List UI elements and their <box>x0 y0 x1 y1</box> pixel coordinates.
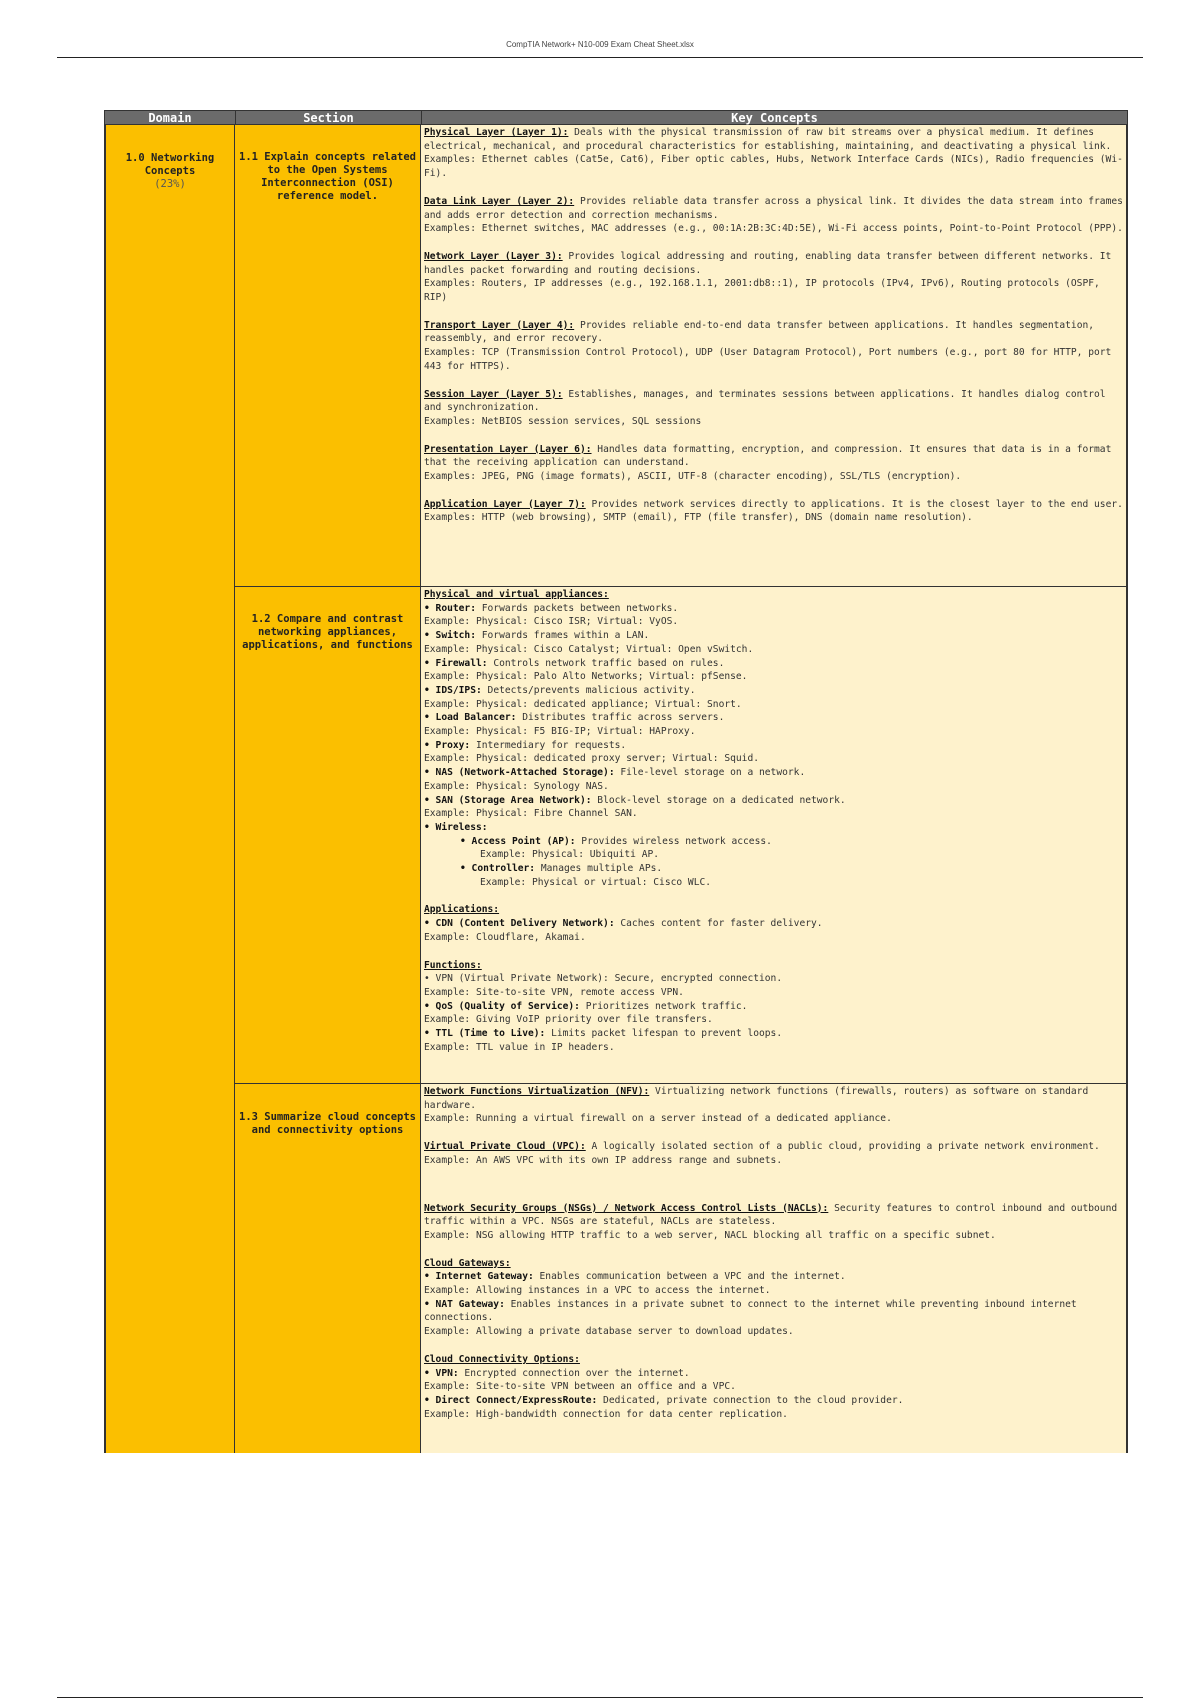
functions-title: Functions: <box>424 959 482 971</box>
appliance-item <box>424 602 1124 629</box>
function-vpn: • VPN (Virtual Private Network): Secure, encrypted connection. <box>424 973 783 985</box>
appliance-desc: Detects/prevents malicious activity. <box>481 684 696 696</box>
connectivity-item <box>424 1394 1124 1421</box>
connectivity-term: • Direct Connect/ExpressRoute: <box>424 1394 598 1406</box>
cloud-connectivity <box>424 1353 1124 1422</box>
nsg-example: Example: NSG allowing HTTP traffic to a web server, NACL blocking all traffic on a specific subnet. <box>424 1229 996 1241</box>
osi-layer-1 <box>424 126 1124 181</box>
function-desc: Prioritizes network traffic. <box>579 1000 748 1012</box>
appliance-desc: Forwards frames within a LAN. <box>475 630 650 642</box>
gateway-example: Example: Allowing a private database server to download updates. <box>424 1326 794 1338</box>
layer-examples: Examples: JPEG, PNG (image formats), ASCII, UTF-8 (character encoding), SSL/TLS (encryption). <box>424 471 962 483</box>
connectivity-term: • VPN: <box>424 1367 459 1379</box>
appliance-term: • SAN (Storage Area Network): <box>424 794 592 806</box>
wireless-sub-term: • Access Point (AP): <box>460 835 576 847</box>
function-term: • QoS (Quality of Service): <box>424 1000 580 1012</box>
appliance-example: Example: Physical: Palo Alto Networks; Virtual: pfSense. <box>424 671 748 683</box>
function-example: Example: TTL value in IP headers. <box>424 1041 615 1053</box>
gateway-desc: Enables instances in a private subnet to connect to the internet while preventing inbound internet connections. <box>424 1298 1077 1324</box>
gateway-desc: Enables communication between a VPC and the internet. <box>533 1271 846 1283</box>
wireless-sub-term: • Controller: <box>460 863 536 875</box>
connectivity-desc: Dedicated, private connection to the cloud provider. <box>597 1394 904 1406</box>
layer-desc: Handles data formatting, encryption, and compression. It ensures that data is in a format that the receiving application can understand. <box>424 443 1112 469</box>
wireless-term: • Wireless: <box>424 821 488 833</box>
function-vpn-example: Example: Site-to-site VPN, remote access VPN. <box>424 986 684 998</box>
cloud-gateways <box>424 1257 1124 1339</box>
appliance-example: Example: Physical: Fibre Channel SAN. <box>424 808 638 820</box>
appliances-title: Physical and virtual appliances: <box>424 589 609 600</box>
cloud-nfv <box>424 1085 1124 1126</box>
appliance-term: • Switch: <box>424 630 476 642</box>
appliance-term: • Firewall: <box>424 657 488 669</box>
vpc-desc: A logically isolated section of a public cloud, providing a private network environment. <box>585 1141 1100 1153</box>
application-item <box>424 917 1124 944</box>
cloud-concepts <box>421 1084 1128 1453</box>
appliance-item <box>424 684 1124 711</box>
layer-examples: Examples: Ethernet cables (Cat5e, Cat6), Fiber optic cables, Hubs, Network Interface Cards (NICs), Radio frequencies (Wi-Fi). <box>424 154 1123 180</box>
layer-examples: Examples: Ethernet switches, MAC addresses (e.g., 00:1A:2B:3C:4D:5E), Wi-Fi access points, Point-to-Point Protocol (PPP). <box>424 223 1123 235</box>
function-desc: Limits packet lifespan to prevent loops. <box>545 1028 783 1040</box>
layer-title: Transport Layer (Layer 4): <box>424 319 575 331</box>
application-desc: Caches content for faster delivery. <box>614 918 823 930</box>
gateway-term: • NAT Gateway: <box>424 1298 505 1310</box>
appliance-term: • Proxy: <box>424 739 471 751</box>
connectivity-example: Example: High-bandwidth connection for data center replication. <box>424 1408 788 1420</box>
nfv-example: Example: Running a virtual firewall on a server instead of a dedicated appliance. <box>424 1113 892 1125</box>
appliance-example: Example: Physical: Cisco Catalyst; Virtual: Open vSwitch. <box>424 643 754 655</box>
appliance-example: Example: Physical: dedicated appliance; Virtual: Snort. <box>424 698 742 710</box>
layer-desc: Establishes, manages, and terminates sessions between applications. It handles dialog control and synchronization. <box>424 388 1106 414</box>
vpc-example: Example: An AWS VPC with its own IP address range and subnets. <box>424 1154 783 1166</box>
appliance-desc: Block-level storage on a dedicated network. <box>591 794 846 806</box>
footer-rule <box>57 1697 1143 1698</box>
layer-examples: Examples: TCP (Transmission Control Protocol), UDP (User Datagram Protocol), Port numbers (e.g., port 80 for HTTP, port 443 for HTTPS). <box>424 347 1112 372</box>
layer-examples: Examples: Routers, IP addresses (e.g., 192.168.1.1, 2001:db8::1), IP protocols (IPv4, IPv6), Routing protocols (OSPF, RIP) <box>424 278 1100 304</box>
osi-layer-7 <box>424 498 1124 525</box>
osi-layer-3 <box>424 250 1124 305</box>
appliance-example: Example: Physical: F5 BIG-IP; Virtual: HAProxy. <box>424 726 696 738</box>
domain-cell <box>104 125 235 1453</box>
applications-title: Applications: <box>424 904 500 916</box>
application-example: Example: Cloudflare, Akamai. <box>424 931 586 943</box>
function-item <box>424 1000 1124 1027</box>
column-header-section: Section <box>235 110 421 125</box>
function-example: Example: Giving VoIP priority over file transfers. <box>424 1014 713 1026</box>
gateway-example: Example: Allowing instances in a VPC to access the internet. <box>424 1285 771 1297</box>
header-rule <box>57 57 1143 58</box>
gateways-title: Cloud Gateways: <box>424 1257 511 1269</box>
function-term: • TTL (Time to Live): <box>424 1028 546 1040</box>
wireless-sub-desc: Manages multiple APs. <box>535 863 663 875</box>
appliance-example: Example: Physical: Synology NAS. <box>424 780 609 792</box>
gateway-term: • Internet Gateway: <box>424 1271 534 1283</box>
layer-title: Application Layer (Layer 7): <box>424 498 586 510</box>
appliance-desc: Forwards packets between networks. <box>475 602 679 614</box>
column-header-domain: Domain <box>104 110 235 125</box>
appliance-desc: File-level storage on a network. <box>614 767 806 779</box>
osi-layer-4 <box>424 319 1124 374</box>
appliance-example: Example: Physical: Cisco ISR; Virtual: VyOS. <box>424 616 679 628</box>
cheat-sheet-table <box>104 110 1128 1453</box>
osi-concepts <box>421 125 1128 587</box>
appliance-term: • IDS/IPS: <box>424 684 482 696</box>
appliance-item <box>424 629 1124 656</box>
vpc-title: Virtual Private Cloud (VPC): <box>424 1141 586 1153</box>
spacer <box>424 889 1124 903</box>
cloud-nsg <box>424 1202 1124 1243</box>
appliance-example: Example: Physical: dedicated proxy server; Virtual: Squid. <box>424 753 760 765</box>
appliance-term: • Router: <box>424 602 476 614</box>
wireless-sub-example: Example: Physical or virtual: Cisco WLC. <box>480 876 712 888</box>
osi-layer-2 <box>424 195 1124 236</box>
appliance-item <box>424 766 1124 793</box>
appliance-item <box>424 657 1124 684</box>
layer-title: Session Layer (Layer 5): <box>424 388 563 400</box>
nsg-title: Network Security Groups (NSGs) / Network Access Control Lists (NACLs): <box>424 1202 829 1214</box>
appliance-desc: Controls network traffic based on rules. <box>487 657 725 669</box>
appliance-term: • Load Balancer: <box>424 712 517 724</box>
document-header: CompTIA Network+ N10-009 Exam Cheat Sheet.xlsx <box>506 40 694 49</box>
function-item <box>424 1027 1124 1054</box>
appliance-term: • NAS (Network-Attached Storage): <box>424 767 615 779</box>
nfv-title: Network Functions Virtualization (NFV): <box>424 1086 650 1097</box>
appliance-item <box>424 711 1124 738</box>
layer-title: Physical Layer (Layer 1): <box>424 127 569 138</box>
layer-desc: Provides network services directly to applications. It is the closest layer to the end user. <box>585 498 1123 510</box>
osi-layer-6 <box>424 443 1124 484</box>
cloud-vpc <box>424 1140 1124 1167</box>
section-1-2: 1.2 Compare and contrast networking appliances, applications, and functions <box>235 587 421 1084</box>
application-term: • CDN (Content Delivery Network): <box>424 918 615 930</box>
wireless-subitem <box>424 862 1124 876</box>
layer-examples: Examples: HTTP (web browsing), SMTP (email), FTP (file transfer), DNS (domain name resolution). <box>424 512 973 524</box>
appliance-desc: Intermediary for requests. <box>470 739 627 751</box>
layer-title: Network Layer (Layer 3): <box>424 250 563 262</box>
gateway-item <box>424 1298 1124 1339</box>
domain-title-line1: 1.0 Networking <box>125 152 215 164</box>
section-1-1: 1.1 Explain concepts related to the Open Systems Interconnection (OSI) reference model. <box>235 125 421 587</box>
nsg-desc: Security features to control inbound and outbound traffic within a VPC. NSGs are stateful, NACLs are stateless. <box>424 1202 1118 1228</box>
gateway-item <box>424 1270 1124 1297</box>
wireless-sub-desc: Provides wireless network access. <box>575 835 772 847</box>
layer-title: Presentation Layer (Layer 6): <box>424 443 592 455</box>
appliance-item <box>424 794 1124 821</box>
osi-layer-5 <box>424 388 1124 429</box>
connectivity-desc: Encrypted connection over the internet. <box>458 1367 690 1379</box>
domain-weight: (23%) <box>154 178 186 190</box>
layer-examples: Examples: NetBIOS session services, SQL sessions <box>424 415 702 427</box>
appliance-desc: Distributes traffic across servers. <box>516 712 725 724</box>
layer-desc: Provides reliable data transfer across a physical link. It divides the data stream into frames and adds error detection and correction mechanisms. <box>424 195 1123 221</box>
wireless-sub-example: Example: Physical: Ubiquiti AP. <box>480 849 660 861</box>
section-1-3: 1.3 Summarize cloud concepts and connectivity options <box>235 1084 421 1453</box>
spacer <box>424 945 1124 959</box>
connectivity-title: Cloud Connectivity Options: <box>424 1353 580 1365</box>
nfv-desc: Virtualizing network functions (firewalls, routers) as software on standard hardware. <box>424 1086 1089 1111</box>
connectivity-item <box>424 1367 1124 1394</box>
layer-desc: Provides reliable end-to-end data transfer between applications. It handles segmentation, reassembly, and error recovery. <box>424 319 1095 345</box>
wireless-subitem <box>424 835 1124 849</box>
column-header-key-concepts: Key Concepts <box>421 110 1128 125</box>
appliance-item <box>424 739 1124 766</box>
appliances-concepts <box>421 587 1128 1084</box>
layer-title: Data Link Layer (Layer 2): <box>424 195 575 207</box>
connectivity-example: Example: Site-to-site VPN between an office and a VPC. <box>424 1381 736 1393</box>
layer-desc: Provides logical addressing and routing, enabling data transfer between different networks. It handles packet forwarding and routing decisions. <box>424 250 1112 276</box>
domain-title-line2: Concepts <box>144 165 196 177</box>
layer-desc: Deals with the physical transmission of raw bit streams over a physical medium. It defines electrical, mechanical, and procedural characteristics for establishing, maintaining, and deactivating a physical link. <box>424 127 1112 152</box>
